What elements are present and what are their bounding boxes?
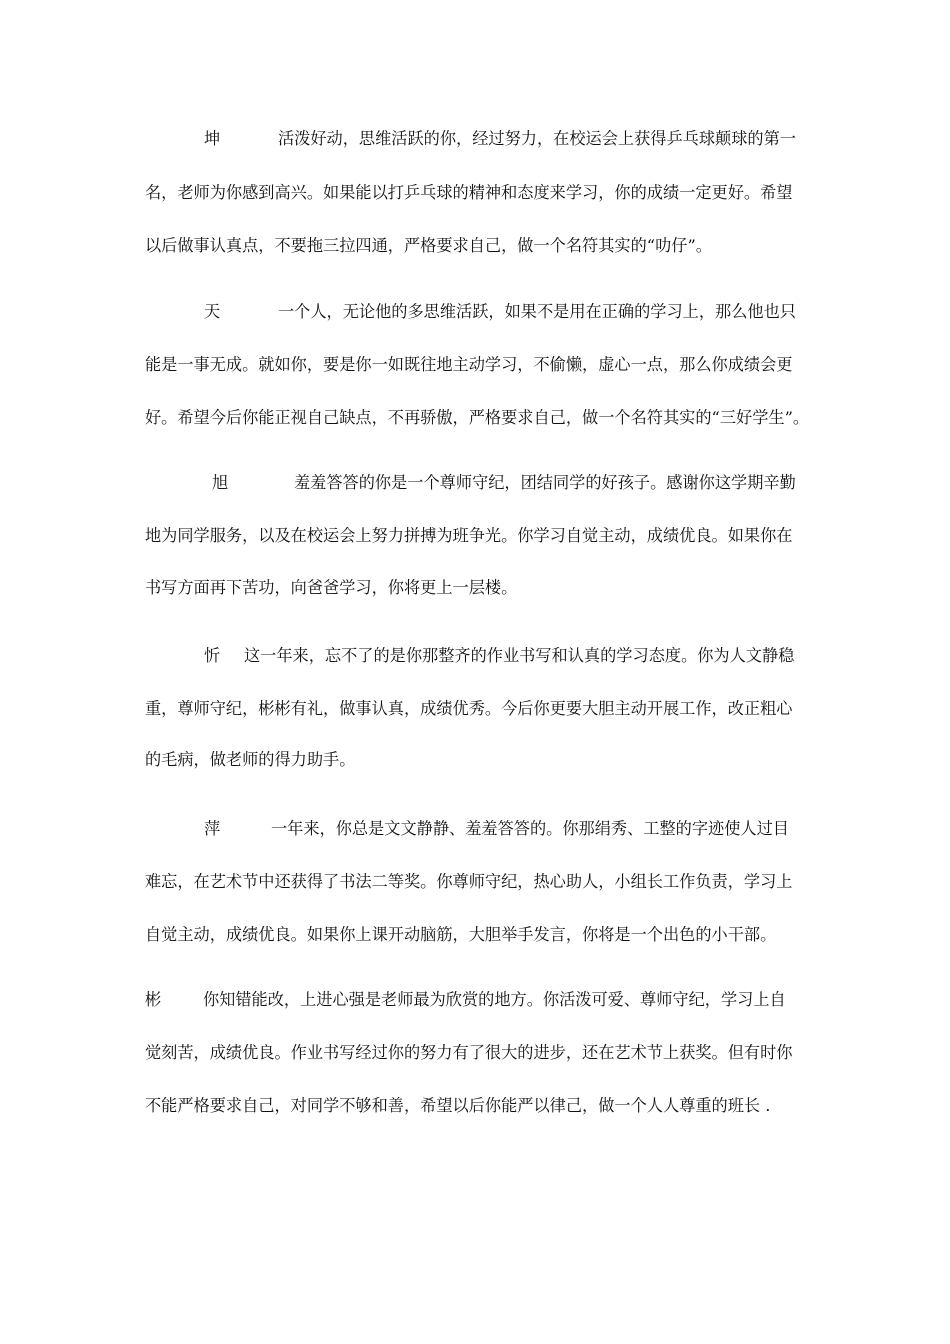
comment-2-line-3 xyxy=(145,403,815,433)
student-name: 坤 xyxy=(204,129,221,148)
student-name: 萍 xyxy=(204,819,221,838)
comment-text: 自觉主动，成绩优良。如果你上课开动脑筋，大胆举手发言，你将是一个出色的小干部。 xyxy=(145,925,777,944)
comment-1-line-1 xyxy=(145,124,815,154)
comment-3-line-3 xyxy=(145,573,815,603)
comment-text: 难忘，在艺术节中还获得了书法二等奖。你尊师守纪，热心助人，小组长工作负责，学习上 xyxy=(145,872,793,891)
student-name: 彬 xyxy=(145,990,162,1009)
comment-text: 好。希望今后你能正视自己缺点，不再骄傲，严格要求自己，做一个名符其实的“三好学生”。 xyxy=(145,408,810,427)
comment-text: 一个人，无论他的多思维活跃，如果不是用在正确的学习上，那么他也只 xyxy=(278,302,796,321)
comment-text: 能是一事无成。就如你，要是你一如既往地主动学习，不偷懒，虚心一点，那么你成绩会更 xyxy=(145,355,793,374)
comment-6-line-1 xyxy=(145,985,815,1015)
comment-text: 一年来，你总是文文静静、羞羞答答的。你那绢秀、工整的字迹使人过目 xyxy=(271,819,789,838)
student-name: 旭 xyxy=(212,473,229,492)
comment-1-line-2 xyxy=(145,178,815,208)
comment-text: 不能严格要求自己，对同学不够和善，希望以后你能严以律己，做一个人人尊重的班长 . xyxy=(145,1096,771,1115)
comment-text: 觉刻苦，成绩优良。作业书写经过你的努力有了很大的进步，还在艺术节上获奖。但有时你 xyxy=(145,1043,793,1062)
comment-5-line-2 xyxy=(145,867,815,897)
comment-1-line-3 xyxy=(145,231,815,261)
comment-text: 以后做事认真点，不要拖三拉四通，严格要求自己，做一个名符其实的“叻仔”。 xyxy=(145,236,712,255)
comment-4-line-1 xyxy=(145,641,815,671)
comment-4-line-2 xyxy=(145,694,815,724)
comment-6-line-3 xyxy=(145,1091,815,1121)
comment-text: 这一年来，忘不了的是你那整齐的作业书写和认真的学习态度。你为人文静稳 xyxy=(244,646,795,665)
comment-2-line-2 xyxy=(145,350,815,380)
comment-text: 你知错能改，上进心强是老师最为欣赏的地方。你活泼可爱、尊师守纪，学习上自 xyxy=(203,990,786,1009)
comment-5-line-1 xyxy=(145,814,815,844)
comment-text: 重，尊师守纪，彬彬有礼，做事认真，成绩优秀。今后你更要大胆主动开展工作，改正粗心 xyxy=(145,699,793,718)
comment-text: 地为同学服务，以及在校运会上努力拼搏为班争光。你学习自觉主动，成绩优良。如果你在 xyxy=(145,526,793,545)
comment-3-line-1 xyxy=(145,468,815,498)
comment-3-line-2 xyxy=(145,521,815,551)
student-name: 忻 xyxy=(204,646,221,665)
comment-6-line-2 xyxy=(145,1038,815,1068)
comment-text: 羞羞答答的你是一个尊师守纪，团结同学的好孩子。感谢你这学期辛勤 xyxy=(294,473,796,492)
comment-4-line-3 xyxy=(145,745,815,775)
comment-text: 的毛病，做老师的得力助手。 xyxy=(145,750,356,769)
comment-text: 活泼好动，思维活跃的你，经过努力，在校运会上获得乒乓球颠球的第一 xyxy=(278,129,796,148)
comment-5-line-3 xyxy=(145,920,815,950)
comment-2-line-1 xyxy=(145,297,815,327)
student-name: 天 xyxy=(204,302,221,321)
comment-text: 书写方面再下苦功，向爸爸学习，你将更上一层楼。 xyxy=(145,578,518,597)
comment-text: 名，老师为你感到高兴。如果能以打乒乓球的精神和态度来学习，你的成绩一定更好。希望 xyxy=(145,183,793,202)
